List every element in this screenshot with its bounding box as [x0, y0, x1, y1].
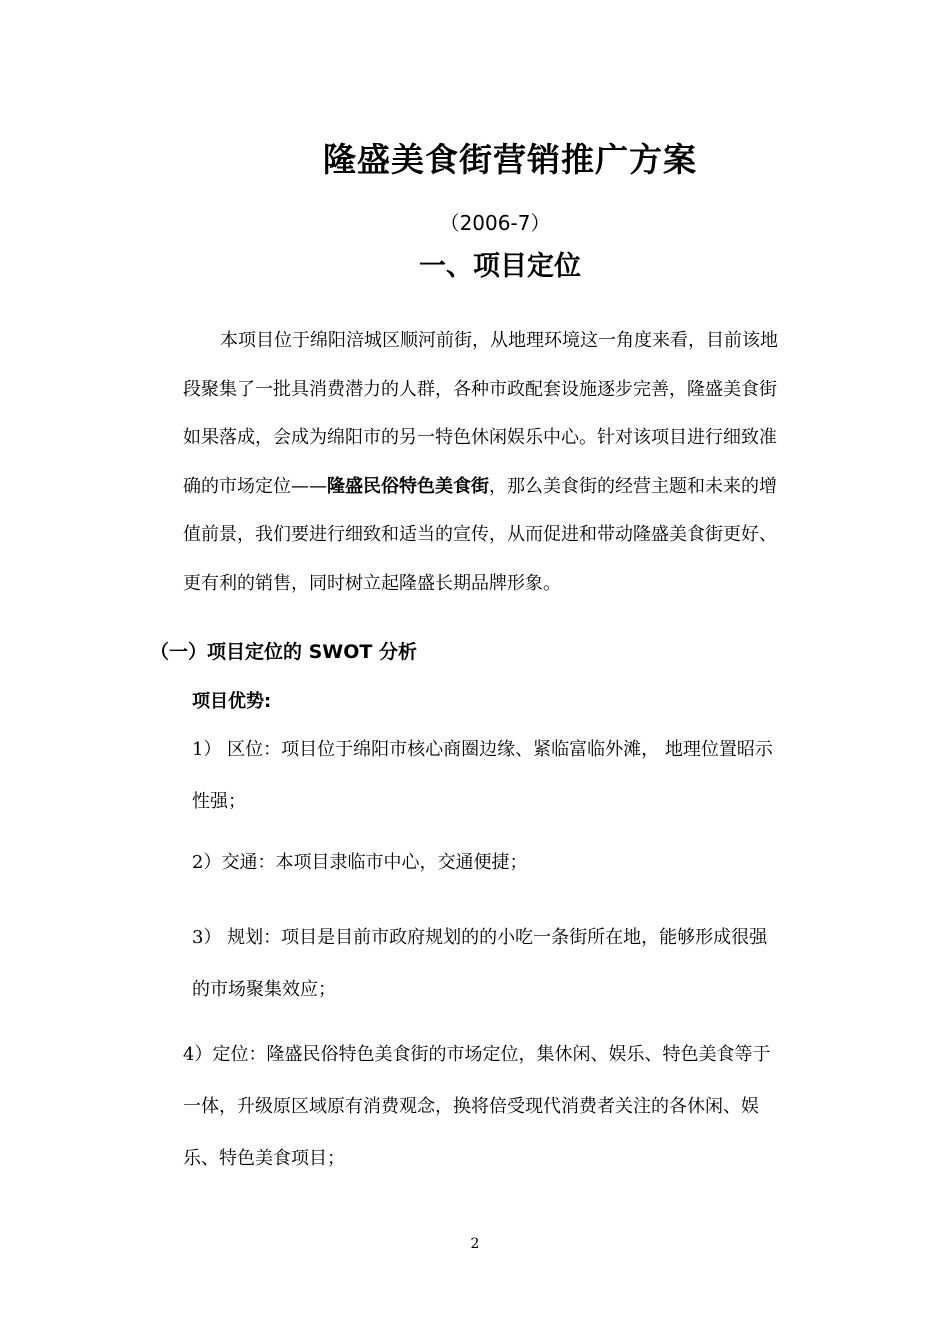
heading-project-positioning: 一、项目定位 — [419, 251, 581, 282]
item-line: 1） 区位：项目位于绵阳市核心商圈边缘、紧临富临外滩， 地理位置昭示 — [192, 739, 773, 760]
intro-paragraph — [183, 326, 823, 617]
paragraph-line: 更有利的销售，同时树立起隆盛长期品牌形象。 — [183, 572, 561, 594]
advantage-item-planning — [192, 923, 767, 1027]
item-line: 乐、特色美食项目； — [183, 1148, 345, 1169]
document-date: （2006-7） — [439, 211, 551, 235]
paragraph-line: 本项目位于绵阳涪城区顺河前街，从地理环境这一角度来看，目前该地 — [220, 330, 778, 351]
section-swot-heading: （一）项目定位的 SWOT 分析 — [150, 641, 417, 663]
item-line: 4）定位：隆盛民俗特色美食街的市场定位，集休闲、娱乐、特色美食等于 — [183, 1044, 771, 1065]
paragraph-line: 如果落成，会成为绵阳市的另一特色休闲娱乐中心。针对该项目进行细致准 — [183, 427, 777, 448]
item-line: 2）交通：本项目隶临市中心，交通便捷； — [192, 852, 528, 873]
positioning-name: 隆盛民俗特色美食街 — [327, 475, 489, 497]
paragraph-text: 确的市场定位—— — [183, 475, 327, 497]
page-number: 2 — [470, 1236, 480, 1252]
paragraph-line: 段聚集了一批具消费潜力的人群，各种市政配套设施逐步完善，隆盛美食街 — [183, 378, 777, 400]
paragraph-line — [183, 472, 823, 521]
item-line: 3） 规划：项目是目前市政府规划的的小吃一条街所在地，能够形成很强 — [192, 927, 768, 948]
item-line: 的市场聚集效应； — [192, 979, 336, 1000]
item-line: 一体，升级原区域原有消费观念，换将倍受现代消费者关注的各休闲、娱 — [183, 1096, 759, 1117]
advantage-item-traffic — [192, 848, 527, 900]
paragraph-text: ，那么美食街的经营主题和未来的增 — [489, 475, 777, 497]
advantages-title: 项目优势: — [192, 691, 272, 712]
item-line: 性强； — [192, 791, 246, 812]
advantage-item-positioning — [183, 1040, 770, 1196]
document-title: 隆盛美食街营销推广方案 — [323, 140, 697, 179]
advantage-item-location — [192, 735, 773, 839]
paragraph-line: 值前景，我们要进行细致和适当的宣传，从而促进和带动隆盛美食街更好、 — [183, 524, 777, 545]
